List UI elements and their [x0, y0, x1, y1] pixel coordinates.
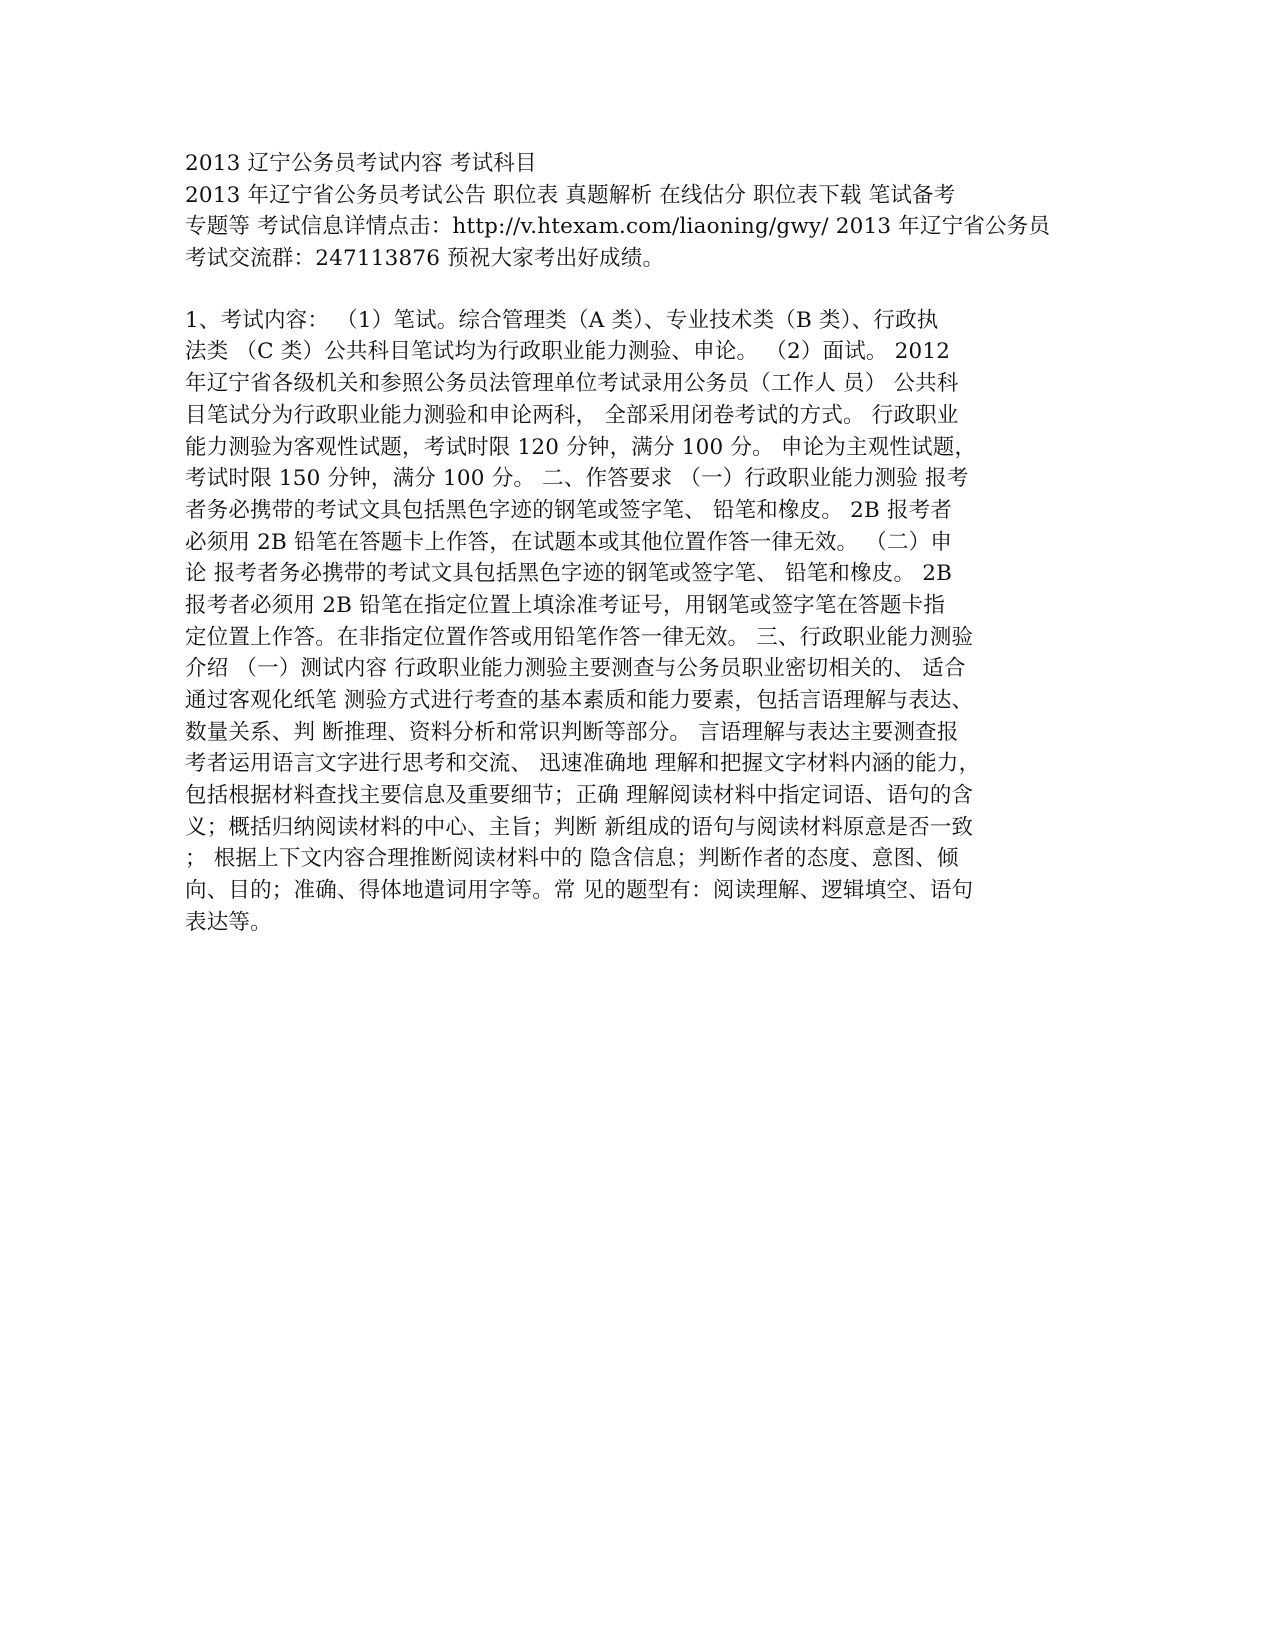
intro-line: 2013 年辽宁省公务员考试公告 职位表 真题解析 在线估分 职位表下载 笔试备考: [185, 182, 956, 208]
body-line: 数量关系、判 断推理、资料分析和常识判断等部分。 言语理解与表达主要测查报: [185, 719, 959, 745]
body-line: 考试时限 150 分钟，满分 100 分。 二、作答要求 （一）行政职业能力测验 报考: [185, 466, 969, 492]
body-line: 定位置上作答。在非指定位置作答或用铅笔作答一律无效。 三、行政职业能力测验: [185, 624, 974, 650]
body-paragraph: [185, 305, 1090, 939]
body-line: ； 根据上下文内容合理推断阅读材料中的 隐含信息；判断作者的态度、意图、倾: [185, 846, 959, 872]
body-line: 义；概括归纳阅读材料的中心、主旨；判断 新组成的语句与阅读材料原意是否一致: [185, 814, 974, 840]
document-body: [185, 148, 1090, 939]
body-line: 法类 （C 类）公共科目笔试均为行政职业能力测验、申论。 （2）面试。 2012: [185, 339, 951, 365]
paragraph-spacer: [185, 275, 1090, 305]
body-line: 介绍 （一）测试内容 行政职业能力测验主要测查与公务员职业密切相关的、 适合: [185, 656, 966, 682]
intro-line: 专题等 考试信息详情点击：http://v.htexam.com/liaoning/gwy/ 2013 年辽宁省公务员: [185, 214, 1051, 240]
body-line: 报考者必须用 2B 铅笔在指定位置上填涂准考证号，用钢笔或签字笔在答题卡指: [185, 592, 946, 618]
body-line: 目笔试分为行政职业能力测验和申论两科， 全部采用闭卷考试的方式。 行政职业: [185, 402, 959, 428]
body-line: 年辽宁省各级机关和参照公务员法管理单位考试录用公务员（工作人 员） 公共科: [185, 371, 959, 397]
body-line: 通过客观化纸笔 测验方式进行考查的基本素质和能力要素，包括言语理解与表达、: [185, 688, 974, 713]
body-line: 者务必携带的考试文具包括黑色字迹的钢笔或签字笔、 铅笔和橡皮。 2B 报考者: [185, 497, 953, 523]
intro-line: 考试交流群：247113876 预祝大家考出好成绩。: [185, 246, 665, 272]
body-line: 论 报考者务必携带的考试文具包括黑色字迹的钢笔或签字笔、 铅笔和橡皮。 2B: [185, 561, 953, 587]
body-line: 向、目的；准确、得体地遣词用字等。常 见的题型有：阅读理解、逻辑填空、语句: [185, 878, 974, 904]
body-line: 包括根据材料查找主要信息及重要细节；正确 理解阅读材料中指定词语、语句的含: [185, 783, 974, 809]
intro-paragraph: [185, 180, 1090, 275]
body-line: 1、考试内容： （1）笔试。综合管理类（A 类）、专业技术类（B 类）、行政执: [185, 307, 939, 333]
body-line: 能力测验为客观性试题，考试时限 120 分钟，满分 100 分。 申论为主观性试题，: [185, 434, 977, 460]
body-line: 必须用 2B 铅笔在答题卡上作答，在试题本或其他位置作答一律无效。 （二）申: [185, 529, 953, 555]
body-line: 考者运用语言文字进行思考和交流、 迅速准确地 理解和把握文字材料内涵的能力，: [185, 751, 981, 777]
document-title: 2013 辽宁公务员考试内容 考试科目: [185, 151, 537, 176]
body-line: 表达等。: [185, 909, 272, 935]
